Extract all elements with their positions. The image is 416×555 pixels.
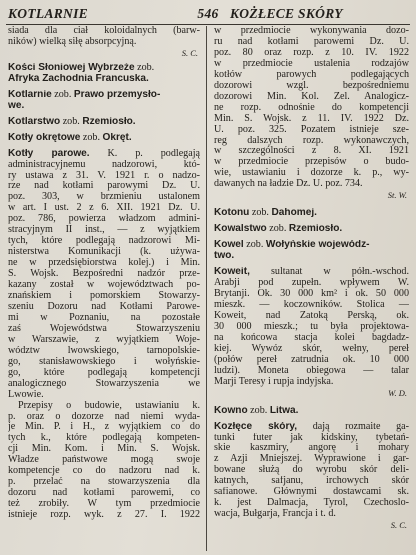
text-line: siada dla ciał koloidalnych (barw- (8, 26, 200, 36)
entry-kotonu (214, 208, 409, 219)
entry-target: Dahomej. (271, 208, 317, 219)
text-line: 30 000 mieszk.; tu była projektowa- (214, 321, 409, 332)
entry-koweit (214, 267, 409, 397)
text-line: na końcowa stacja kolei bagdadz- (214, 332, 409, 343)
text-line: ru nad kotłami parowemi Dz. U. (214, 36, 409, 47)
entry-target: two. (214, 251, 235, 262)
text-line: K. p. podlegają (89, 148, 200, 159)
author-signature: S. C. (390, 520, 407, 531)
entry-kotlarstwo (8, 117, 200, 128)
entry-target: Rzemiosło. (82, 116, 136, 127)
entry-xref: zob. (54, 89, 72, 100)
text-line: wacja, Bułgarja, Francja i t. d. (214, 509, 336, 520)
text-line: też zrobiły. W tym przedmiocie (8, 499, 200, 510)
text-line: go, które podlegają kompetencji (8, 367, 200, 378)
left-column (8, 26, 200, 555)
text-line: dozorowi wzgl. bezpośredniemu (214, 80, 409, 91)
text-line: Władze państwowe mogą swoje (8, 455, 200, 466)
text-line: analogicznego Stowarzyszenia we (8, 378, 200, 389)
entry-kowno (214, 406, 409, 417)
text-line: wie, ustawianiu i dozorze k. p., wy- (214, 168, 409, 179)
text-line: w przedmiocie wykonywania dozo- (214, 26, 409, 36)
entry-xref: zob. (269, 224, 287, 235)
text-line: administracyjnemu nadzorowi, któ- (8, 159, 200, 170)
entry-headword: Kotlarnie (8, 89, 52, 100)
text-line: z Azji Mniejszej. Wyprawione i gar- (214, 454, 409, 465)
entry-target: Wołyńskie wojewódz- (265, 240, 370, 251)
header-right: KOŻŁECE SKÓRY (230, 6, 343, 21)
text-line: je Min. P. i H., z wyjątkiem co do (8, 422, 200, 433)
entry-target: we. (8, 100, 25, 111)
text-line: ry ustawa z 31. V. 1921 r. o nadzo- (8, 170, 200, 181)
page-number: 546 (197, 6, 219, 21)
entry-target: Afryka Zachodnia Francuska. (8, 73, 149, 84)
text-line: zaś Wojewódstwa Stowarzyszeniu (8, 323, 200, 334)
text-line: Brytanji. Ok. 30 000 km² i ok. 50 000 (214, 289, 409, 300)
entry-kosci-sloniowej (8, 63, 200, 85)
entry-xref: zob. (251, 208, 269, 219)
entry-kowalstwo (214, 224, 409, 235)
text-line: mi w Poznaniu, na pozostałe (8, 312, 200, 323)
text-line: istnieje rozp. wyk. z 27. I. 1922 (8, 510, 200, 521)
text-line: katnych, safjanu, irchowych skór (214, 476, 409, 487)
running-header (6, 4, 410, 25)
text-line: Przepisy o budowie, ustawianiu k. (18, 400, 200, 411)
text-line: dozoru nad kotłami parowemi, co (8, 488, 200, 499)
text-line: w szczególności z 8. XI. 1921 (214, 146, 409, 157)
entry-target: Okręt. (102, 132, 132, 143)
entry-kotlarnie (8, 90, 200, 112)
right-column (214, 26, 409, 555)
text-line: U. poz. 325. Pozatem istnieje sze- (214, 124, 409, 135)
entry-headword: Kowalstwo (214, 224, 267, 235)
entry-kotly-parowe (8, 149, 200, 401)
text-line: w Warszawie, z wyjątkiem Woje- (8, 334, 200, 345)
entry-kotly-okretowe (8, 133, 200, 144)
text-line: S. Wojsk. Bezpośredni nadzór prze- (8, 269, 200, 280)
text-line: w przedmiocie przepisów o budo- (214, 157, 409, 168)
entry-xref: zob. (250, 405, 268, 416)
text-line: nisterstwa Komunikacji (k. używa- (8, 247, 200, 258)
entry-headword: Kości Słoniowej Wybrzeże (8, 62, 135, 73)
entry-headword: Kotły okrętowe (8, 132, 81, 143)
text-line: stracyjnym II inst., — z wyjątkiem (8, 225, 200, 236)
text-line: tunki futer jak kidskiny, tybetań- (214, 432, 409, 443)
text-line: w art. I ust. 2 z 6. XII. 1921 Dz. U. (8, 203, 200, 214)
entry-headword: Kotonu (214, 208, 250, 219)
text-line: ne rozp. odnośnie do kompetencji (214, 102, 409, 113)
text-line: mieszk. — koczowników. Stolica — (214, 299, 409, 310)
header-left: KOTLARNIE (8, 6, 88, 21)
text-line: p. oraz o dozorze nad niemi wyda- (8, 411, 200, 422)
entry-target: Rzemiosło. (288, 224, 343, 235)
entry-headword: Kozłęce skóry, (214, 421, 298, 432)
entry-headword: Kotlarstwo (8, 116, 61, 127)
entry-xref: zob. (82, 132, 100, 143)
text-line: Arabji pod zupełn. wpływem W. (214, 278, 409, 289)
text-line: tych k., które podlegają kompeten- (8, 433, 200, 444)
entry-xref: zob. (246, 240, 264, 251)
text-line: Min. S. Wojsk. z 11. IV. 1922 Dz. (214, 113, 409, 124)
text-line: znańskiem i pomorskiem Stowarzy- (8, 291, 200, 302)
text-line: dozorowi Min. Kol. Żel. Analogicz- (214, 91, 409, 102)
text-line: ne w przedsiębiorstwa kolej.) i Min. (8, 258, 200, 269)
text-line: poz. 786, powierza władzom admini- (8, 214, 200, 225)
entry-headword: Kowel (214, 240, 244, 251)
author-signature: St. W. (387, 190, 407, 201)
author-signature: S. C. (181, 47, 198, 58)
text-line: dają rozmaite ga- (297, 421, 409, 432)
entry-headword: Koweit, (214, 267, 250, 278)
continued-paragraph (8, 26, 200, 58)
text-line: safianowe. Głównymi dostawcami sk. (214, 487, 409, 498)
entry-kowel (214, 240, 409, 262)
author-signature: W. D. (388, 387, 407, 398)
text-line: p. przelać na stowarzyszenia dla (8, 477, 200, 488)
entry-xref: zob. (137, 62, 155, 73)
text-line: sultanat w półn.-wschod. (249, 267, 409, 278)
text-line: Lwowie. (8, 389, 44, 400)
text-line: rze nad kotłami parowymi Dz. U. (8, 181, 200, 192)
entry-target: Litwa. (269, 405, 299, 416)
entry-target: Prawo przemysło- (73, 89, 161, 100)
text-line: ników) wielką siłę absorpcyjną. (8, 36, 137, 47)
column-divider (206, 26, 207, 551)
text-line: poz. 80 oraz rozp. z 10. IV. 1922 (214, 47, 409, 58)
text-line: tych, które podlegają nadzorowi Mi- (8, 236, 200, 247)
text-line: kotłów parowych podlegających (214, 69, 409, 80)
text-line: Koweit, nad Zatoką Perską, ok. (214, 310, 409, 321)
text-line: cji Min. Kom. i Min. S. Wojsk. (8, 444, 200, 455)
text-line: go, stanisławowskiego i wołyńskie- (8, 356, 200, 367)
text-line: kazany został w województwach po- (8, 280, 200, 291)
text-line: dawanych na ładzie Dz. U. poz. 734. (214, 179, 363, 190)
text-line: w przedmiocie ustalenia rodzajów (214, 58, 409, 69)
text-line: wództw lwowskiego, tarnopolskie- (8, 345, 200, 356)
entry-kotly-parowe-continued (8, 401, 200, 521)
text-line: k. jest Dalmacja, Tyrol, Czechoslo- (214, 498, 409, 509)
text-line: Marji Teresy i rupja indyjska. (214, 376, 334, 387)
entry-kozlece-skory (214, 422, 409, 531)
entry-headword: Kowno (214, 405, 248, 416)
text-line: poz. 303, w brzmieniu ustalonem (8, 192, 200, 203)
entry-headword: Kotły parowe. (8, 148, 90, 159)
text-line: bowane służą do wyrobu skór deli- (214, 465, 409, 476)
continued-paragraph (214, 26, 409, 200)
entry-xref: zob. (62, 116, 80, 127)
text-line: (połów pereł zatrudnia ok. 10 000 (214, 354, 409, 365)
text-line: kompetencje co do nadzoru nad k. (8, 466, 200, 477)
text-line: ludzi). Moneta obiegowa — talar (214, 365, 409, 376)
text-line: skie kaszmiry, angorę i mohary (214, 443, 409, 454)
text-line: kiej. Wywóz skór, wełny, pereł (214, 343, 409, 354)
text-line: reg dalszych rozp. wykonawczych, (214, 135, 409, 146)
text-line: szeniu Dozoru nad Kotłami Parowe- (8, 301, 200, 312)
